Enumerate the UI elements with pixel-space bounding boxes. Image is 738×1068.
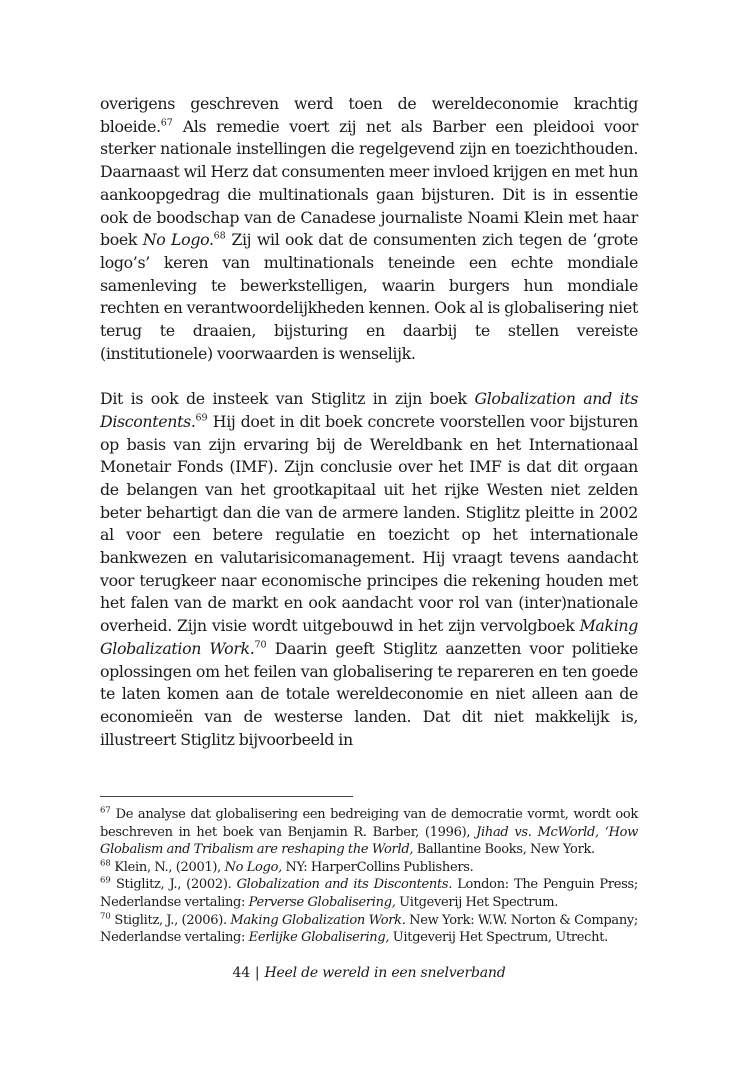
footnote-70: $^{70}$ Stiglitz, J., (2006). Making Globalization Work. New York: W.W. Norton & Company; Nederlandse vertaling: Eerlijke Globalisering, Uitgeverij Het Spectrum, Utrecht. xyxy=(100,911,639,946)
footnote-ref-69[interactable]: 69 xyxy=(195,412,208,424)
footnote-ref-67[interactable]: 67 xyxy=(160,117,173,129)
footnote-divider xyxy=(100,796,353,797)
book-title-no-logo: No Logo. xyxy=(142,230,214,250)
book-title-globalization-discontents: Globalization and its Discontents. xyxy=(100,389,638,431)
body-text xyxy=(100,93,638,751)
footer-separator: | xyxy=(254,965,260,981)
footnote-68: $^{68}$ Klein, N., (2001), No Logo, NY: HarperCollins Publishers. xyxy=(100,858,474,875)
paragraph-1: overigens geschreven werd toen de wereldeconomie krachtig bloeide.$^{67}$ Als remedie voert zij net als Barber een pleidooi voor sterker nationale instellingen die regelgevend zijn en toezichthouden. Daarnaast wil Herz dat consumenten meer invloed krijgen en met hun aankoopgedrag die multinationals gaan bijsturen. Dit is in essentie ook de boodschap van de Canadese journaliste Noami Klein met haar boek No Logo.$^{68}$ Zij wil ook dat de consumenten zich tegen de ‘grote logo’s’ keren van multinationals teneinde een echte mondiale samenleving te bewerkstelligen, waarin burgers hun mondiale rechten en verantwoordelijkheden kennen. Ook al is globalisering niet terug te draaien, bijsturing en daarbij te stellen vereiste (institutionele) voorwaarden is wenselijk. xyxy=(100,94,638,363)
running-title: Heel de wereld in een snelverband xyxy=(264,965,506,981)
page-footer xyxy=(0,965,738,981)
page-number: 44 xyxy=(232,965,250,981)
footnotes xyxy=(100,806,638,947)
book-title-making-globalization-work: Making Globalization Work. xyxy=(100,616,638,658)
footnote-ref-70[interactable]: 70 xyxy=(254,639,267,651)
footnote-ref-68[interactable]: 68 xyxy=(213,230,226,242)
footnote-69: $^{69}$ Stiglitz, J., (2002). Globalization and its Discontents. London: The Penguin Press; Nederlandse vertaling: Perverse Globalisering, Uitgeverij Het Spectrum. xyxy=(100,876,638,910)
paragraph-2: Dit is ook de insteek van Stiglitz in zijn boek Globalization and its Discontents.$^{69}$ Hij doet in dit boek concrete voorstellen voor bijsturen op basis van zijn ervaring bij de Wereldbank en het Internationaal Monetair Fonds (IMF). Zijn conclusie over het IMF is dat dit orgaan de belangen van het grootkapitaal uit het rijke Westen niet zelden beter behartigt dan die van de armere landen. Stiglitz pleitte in 2002 al voor een betere regulatie en toezicht op het internationale bankwezen en valutarisicomanagement. Hij vraagt tevens aandacht voor terugkeer naar economische principes die rekening houden met het falen van de markt en ook aandacht voor rol van (inter)nationale overheid. Zijn visie wordt uitgebouwd in het zijn vervolgboek Making Globalization Work.$^{70}$ Daarin geeft Stiglitz aanzetten voor politieke oplossingen om het feilen van globalisering te repareren en ten goede te laten komen aan de totale wereldeconomie en niet alleen aan de economieën van de westerse landen. Dat dit niet makkelijk is, illustreert Stiglitz bijvoorbeeld in xyxy=(100,389,638,749)
footnote-67: $^{67}$ De analyse dat globalisering een bedreiging van de democratie vormt, wordt ook beschreven in het boek van Benjamin R. Barber, (1996), Jihad vs. McWorld, ‘How Globalism and Tribalism are reshaping the World, Ballantine Books, New York. xyxy=(100,805,638,858)
